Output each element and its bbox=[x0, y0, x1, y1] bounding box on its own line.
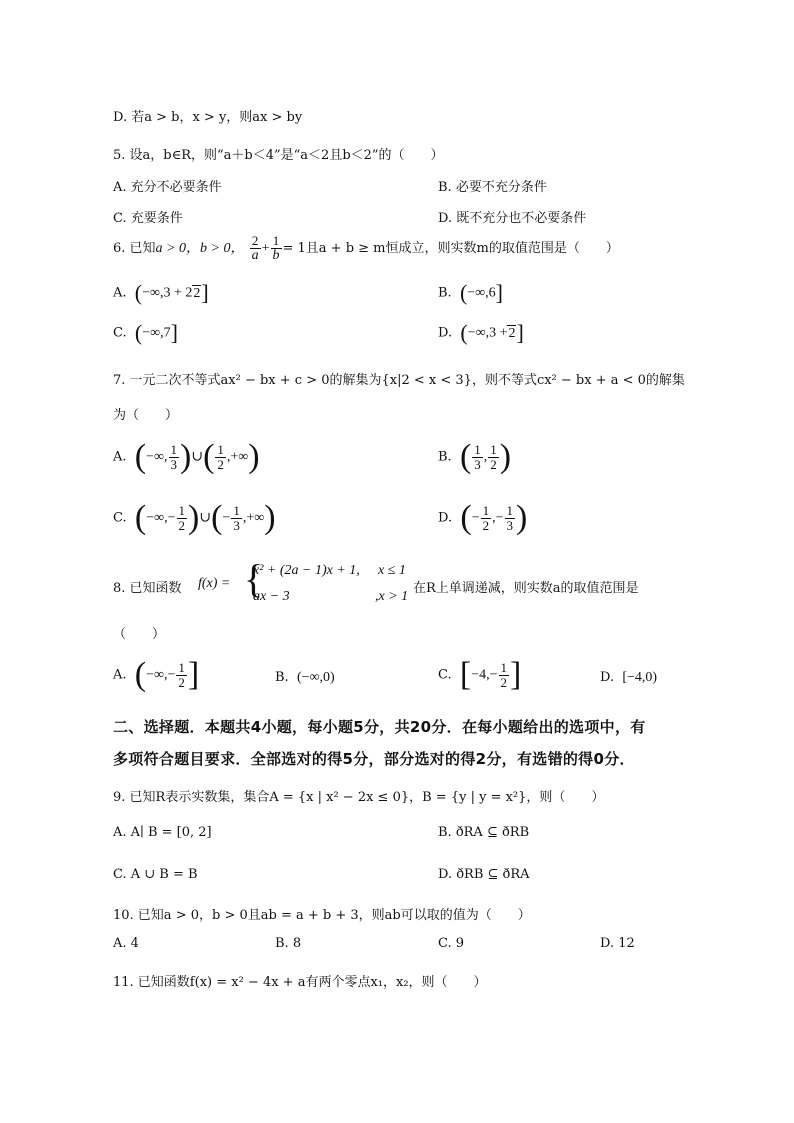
q10-option-b: B. 8 bbox=[275, 936, 302, 951]
q6-option-c-label: C. bbox=[113, 325, 127, 341]
q8-cond1: x ≤ 1 bbox=[378, 563, 406, 578]
q8-stem bbox=[113, 556, 693, 611]
q7-a-f1-num: 1 bbox=[170, 441, 178, 457]
q8-option-c: C. [−4,− $\frac{1}{2}$ ] bbox=[438, 656, 522, 693]
q8-option-b bbox=[275, 670, 335, 686]
q10-option-c: C. 9 bbox=[438, 936, 465, 951]
section2-heading-line2: 多项符合题目要求．全部选对的得5分，部分选对的得2分，有选错的得0分． bbox=[113, 750, 635, 768]
q8-option-b-value: (−∞,0) bbox=[296, 670, 335, 685]
q6-frac2-num: 1 bbox=[271, 234, 282, 249]
q6-frac2-den: b bbox=[272, 248, 280, 263]
q6-stem-pre: 6. 已知 bbox=[113, 241, 156, 256]
q8-piece1: x² + (2a − 1)x + 1, bbox=[253, 563, 360, 578]
q11-stem: 11. 已知函数f(x) = x² − 4x + a有两个零点x₁，x₂，则（ ） bbox=[113, 975, 487, 990]
q7-c-union: ∪ bbox=[199, 510, 212, 526]
q9-option-b: B. ðRA ⊆ ðRB bbox=[438, 825, 530, 840]
q7-option-a: A. (−∞, $\frac{1}{3}$ )∪( $\frac{1}{2}$ ,+∞) bbox=[113, 438, 260, 475]
q7-d-minus2: − bbox=[495, 510, 504, 526]
q8-cond2: ,x > 1 bbox=[375, 589, 409, 604]
q7-c-posinf: ,+∞ bbox=[242, 510, 265, 526]
q7-option-c: C. (−∞,− $\frac{1}{2}$ )∪(− $\frac{1}{3}$ ,+∞) bbox=[113, 499, 276, 536]
q6-option-d-label: D. bbox=[438, 325, 453, 341]
q7-d-comma: , bbox=[492, 510, 496, 526]
q6-stem-cond: a > 0，b > 0， bbox=[155, 241, 245, 256]
q8-option-c-label: C. bbox=[438, 667, 452, 683]
q7-c-f2-num: 1 bbox=[233, 502, 240, 518]
q5-option-c: C. 充要条件 bbox=[113, 211, 183, 226]
q6-option-d-sqrt: 2 bbox=[508, 325, 516, 341]
q6-option-b-label: B. bbox=[438, 285, 452, 301]
q10-option-a: A. 4 bbox=[113, 936, 139, 951]
q7-option-b: B. ( $\frac{1}{3}$ , $\frac{1}{2}$ ) bbox=[438, 438, 512, 475]
q7-a-f2-num: 1 bbox=[217, 441, 224, 457]
q8-c-den: 2 bbox=[500, 674, 508, 690]
q7-b-f2-num: 1 bbox=[490, 441, 497, 457]
q7-a-union: ∪ bbox=[191, 449, 204, 465]
q8-brace: { bbox=[244, 556, 264, 601]
q8-c-num: 1 bbox=[500, 659, 508, 675]
q7-option-c-label: C. bbox=[113, 510, 127, 526]
q6-option-c-value: −∞,7 bbox=[142, 325, 171, 341]
q7-stem: 7. 一元二次不等式ax² − bx + c > 0的解集为{x|2 < x < 3}，则不等式cx² − bx + a < 0的解集 bbox=[113, 373, 685, 388]
q5-stem: 5. 设a，b∈R，则“a＋b＜4”是“a＜2且b＜2”的（ ） bbox=[113, 148, 444, 163]
q8-option-a-label: A. bbox=[113, 667, 127, 683]
q8-stem-pre: 8. 已知函数 bbox=[113, 581, 182, 596]
q6-stem: 6. 已知a > 0，b > 0， $\frac{2}{a}$ + $\frac{1}{b}$ = 1且a + b ≥ m恒成立，则实数m的取值范围是（ ） bbox=[113, 233, 619, 263]
q7-d-minus1: − bbox=[471, 510, 480, 526]
q10-stem: 10. 已知a > 0，b > 0且ab = a + b + 3，则ab可以取的值为（ ） bbox=[113, 908, 531, 923]
q8-a-value: −∞,− bbox=[146, 667, 176, 683]
q7-a-f1-den: 3 bbox=[170, 456, 178, 472]
q7-option-d: D. (− $\frac{1}{2}$ ,− $\frac{1}{3}$ ) bbox=[438, 499, 528, 536]
q6-option-d-value: −∞,3 + bbox=[467, 325, 508, 341]
q7-d-f2-den: 3 bbox=[506, 517, 513, 533]
q6-frac-1-over-b bbox=[271, 234, 282, 263]
q7-c-f1-num: 1 bbox=[178, 502, 186, 518]
q6-option-a-sqrt: 2 bbox=[193, 285, 201, 301]
q8-c-value: −4,− bbox=[471, 667, 498, 683]
q7-d-f2-num: 1 bbox=[506, 502, 513, 518]
q6-option-a: A. (−∞,3 + 22] bbox=[113, 280, 209, 305]
q7-stem-2: 为（ ） bbox=[113, 408, 179, 423]
q8-piece2: ax − 3 bbox=[253, 589, 290, 604]
q7-option-b-label: B. bbox=[438, 449, 452, 465]
q8-fx: f(x) = bbox=[198, 576, 231, 591]
q7-b-f1-num: 1 bbox=[474, 441, 481, 457]
q7-a-posinf: ,+∞ bbox=[226, 449, 249, 465]
q7-b-f2-den: 2 bbox=[490, 456, 497, 472]
q7-c-f2-den: 3 bbox=[233, 517, 240, 533]
q9-option-c: C. A ∪ B = B bbox=[113, 867, 198, 882]
q9-option-a: A. A∣ B = [0, 2] bbox=[113, 825, 212, 840]
q6-frac-2-over-a bbox=[250, 234, 261, 263]
q8-option-a: A. (−∞,− $\frac{1}{2}$ ] bbox=[113, 656, 200, 693]
q7-option-a-label: A. bbox=[113, 449, 127, 465]
q8-option-b-label: B. bbox=[275, 670, 289, 685]
q8-option-d-label: D. bbox=[600, 670, 615, 685]
q7-c-minus1: − bbox=[167, 510, 176, 526]
q6-stem-eq: = 1且a + b ≥ m恒成立，则实数m的取值范围是（ ） bbox=[282, 241, 619, 256]
q9-option-d: D. ðRB ⊆ ðRA bbox=[438, 867, 530, 882]
q5-option-d: D. 既不充分也不必要条件 bbox=[438, 211, 587, 226]
q6-frac1-num: 2 bbox=[250, 234, 261, 249]
q8-option-d-value: [−4,0) bbox=[622, 670, 658, 685]
q8-option-d bbox=[600, 670, 657, 686]
q7-d-f1-den: 2 bbox=[482, 517, 490, 533]
q4-option-d: D. 若a > b，x > y，则ax > by bbox=[113, 110, 303, 125]
q8-a-den: 2 bbox=[178, 674, 185, 690]
q6-option-b-value: −∞,6 bbox=[467, 285, 496, 301]
q7-a-neginf: −∞, bbox=[146, 449, 168, 465]
q6-option-a-label: A. bbox=[113, 285, 127, 301]
q6-option-d: D. (−∞,3 +2] bbox=[438, 320, 524, 345]
q7-d-f1-num: 1 bbox=[482, 502, 490, 518]
q7-a-f2-den: 2 bbox=[217, 456, 224, 472]
q7-b-comma: , bbox=[483, 449, 488, 465]
q8-stem-post: 在R上单调递减，则实数a的取值范围是 bbox=[413, 581, 639, 596]
q5-option-a: A. 充分不必要条件 bbox=[113, 180, 222, 195]
q8-a-num: 1 bbox=[178, 659, 185, 675]
q6-option-a-value: −∞,3 + 2 bbox=[142, 285, 193, 301]
q8-paren: （ ） bbox=[113, 627, 166, 642]
q5-option-b: B. 必要不充分条件 bbox=[438, 180, 547, 195]
q7-c-f1-den: 2 bbox=[178, 517, 186, 533]
q6-option-b: B. (−∞,6] bbox=[438, 280, 503, 305]
q7-b-f1-den: 3 bbox=[474, 456, 481, 472]
section2-heading-line1: 二、选择题．本题共4小题，每小题5分，共20分．在每小题给出的选项中，有 bbox=[113, 718, 646, 736]
q7-option-d-label: D. bbox=[438, 510, 453, 526]
q7-c-neginf: −∞, bbox=[146, 510, 168, 526]
q6-frac1-den: a bbox=[251, 248, 259, 263]
q9-stem: 9. 已知R表示实数集，集合A = {x | x² − 2x ≤ 0}，B = {y | y = x²}，则（ ） bbox=[113, 790, 605, 805]
q7-c-minus2: − bbox=[222, 510, 231, 526]
q10-option-d: D. 12 bbox=[600, 936, 635, 951]
q6-option-c: C. (−∞,7] bbox=[113, 320, 178, 345]
